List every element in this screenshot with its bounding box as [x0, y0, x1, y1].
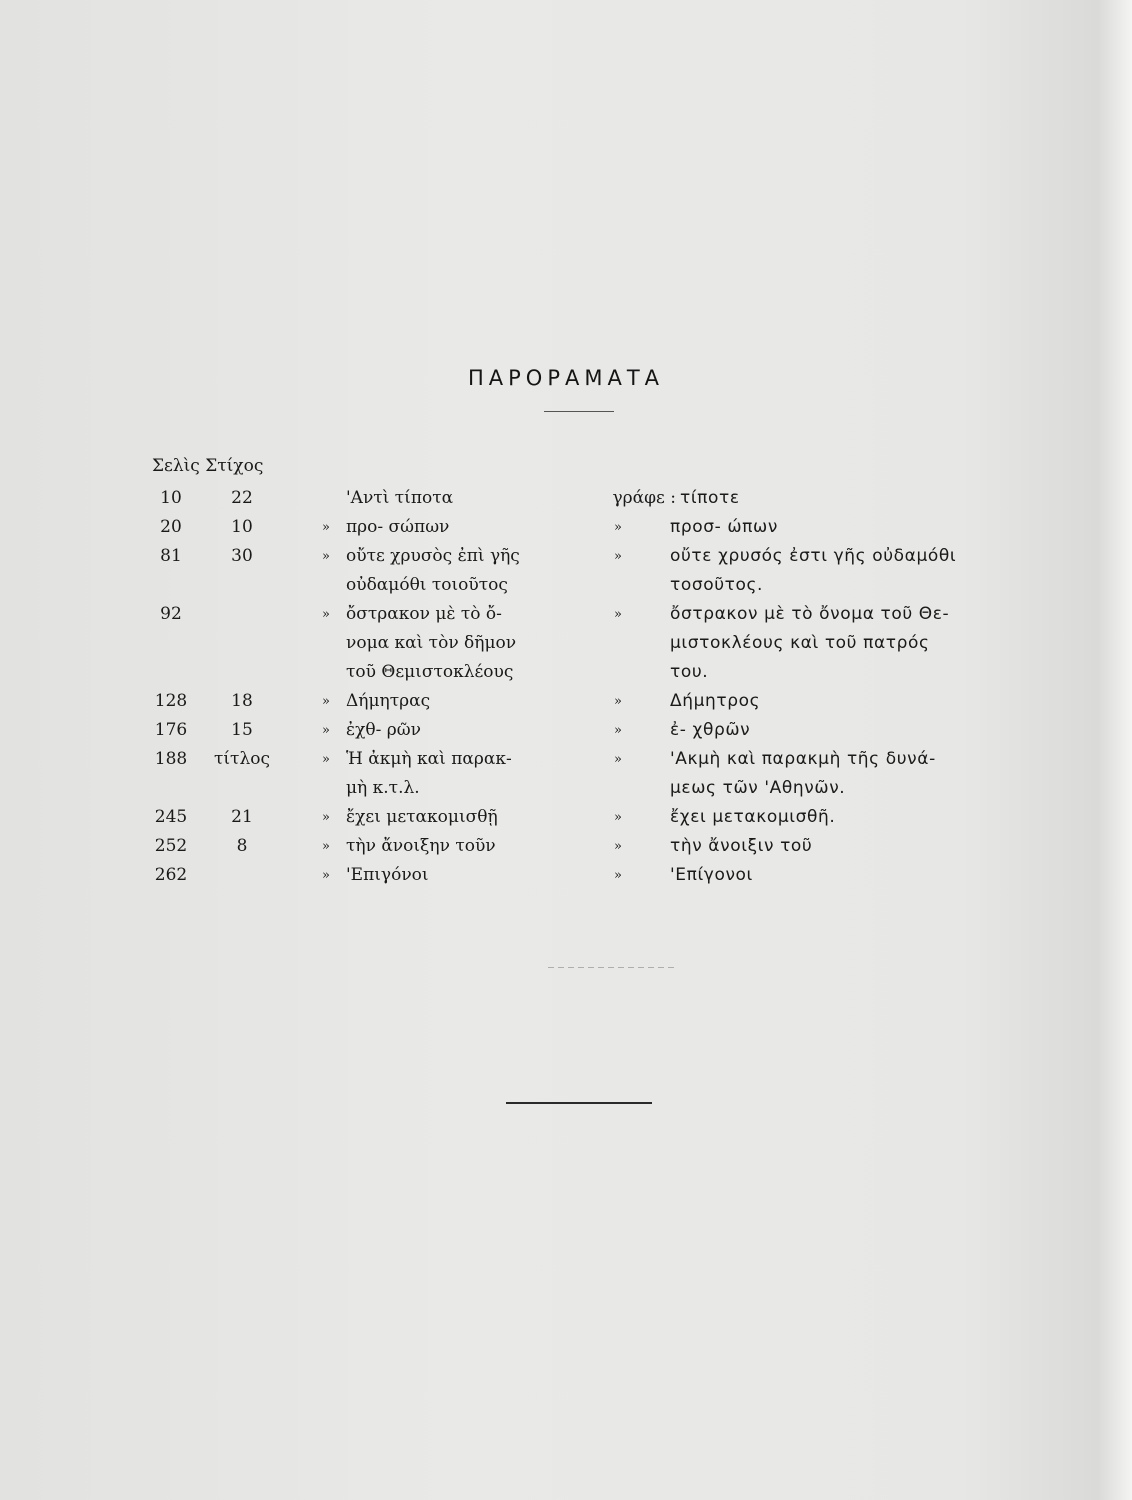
ditto-mark: »	[614, 520, 622, 535]
erroneous-text-line: τοῦ Θεμιστοκλέους	[346, 662, 514, 682]
ditto-mark: »	[322, 839, 330, 854]
erroneous-text-line: Ἡ ἀκμὴ καὶ παρακ-	[346, 749, 512, 769]
ditto-mark: »	[322, 520, 330, 535]
erroneous-text-line: 'Επιγόνοι	[346, 865, 429, 885]
page-number: 81	[160, 546, 182, 566]
errata-row	[140, 832, 1050, 861]
erroneous-text-line: Δήμητρας	[346, 691, 431, 711]
ditto-mark: »	[322, 868, 330, 883]
erroneous-text-line: νομα καὶ τὸν δῆμον	[346, 633, 517, 653]
line-number: 30	[231, 546, 253, 566]
ditto-mark: »	[322, 752, 330, 767]
errata-row	[140, 745, 1050, 803]
ditto-mark: »	[322, 694, 330, 709]
erroneous-text	[346, 803, 568, 832]
corrected-text	[670, 832, 1040, 861]
erroneous-text	[346, 600, 568, 687]
ditto-mark: »	[614, 694, 622, 709]
corrected-text	[670, 542, 1040, 600]
line-number: τίτλος	[213, 749, 270, 769]
page-number: 245	[154, 807, 188, 827]
page-number: 176	[154, 720, 188, 740]
corrected-text-line: μιστοκλέους καὶ τοῦ πατρός	[670, 633, 930, 653]
corrected-text	[670, 600, 1040, 687]
corrected-text-line: ὄστρακον μὲ τὸ ὄνομα τοῦ Θε-	[670, 604, 950, 624]
erroneous-text-line: οὐδαμόθι τοιοῦτος	[346, 575, 508, 595]
erroneous-text	[346, 716, 568, 745]
line-number: 22	[231, 488, 253, 508]
corrected-text-line: ἔχει μετακομισθῆ.	[670, 807, 836, 827]
ditto-mark: »	[322, 607, 330, 622]
corrected-text	[680, 484, 1050, 513]
line-number: 21	[231, 807, 253, 827]
erroneous-text-line: μὴ κ.τ.λ.	[346, 778, 420, 798]
page-number: 252	[154, 836, 188, 856]
ditto-mark: »	[614, 839, 622, 854]
errata-row	[140, 861, 1050, 890]
corrected-text-line: 'Επίγονοι	[670, 865, 753, 885]
corrected-text-line: τίποτε	[680, 488, 740, 508]
corrected-text-line: ἐ- χθρῶν	[670, 720, 751, 740]
ditto-mark: »	[614, 810, 622, 825]
erroneous-text	[346, 542, 568, 600]
corrected-text	[670, 513, 1040, 542]
errata-row	[140, 803, 1050, 832]
ditto-mark: »	[614, 549, 622, 564]
ditto-mark: »	[322, 810, 330, 825]
corrected-text-line: τοσοῦτος.	[670, 575, 764, 595]
page-number: 188	[154, 749, 188, 769]
page-number: 10	[160, 488, 182, 508]
erroneous-text	[346, 513, 568, 542]
line-number: 15	[231, 720, 253, 740]
errata-row	[140, 542, 1050, 600]
corrected-text-line: τὴν ἄνοιξιν τοῦ	[670, 836, 813, 856]
line-number: 18	[231, 691, 253, 711]
erroneous-text	[346, 745, 568, 803]
corrected-text	[670, 745, 1040, 803]
ditto-mark: »	[614, 723, 622, 738]
page-number: 92	[160, 604, 182, 624]
ditto-mark: »	[614, 607, 622, 622]
corrected-text	[670, 716, 1040, 745]
title-divider	[544, 411, 614, 412]
read-label: γράφε :	[612, 488, 676, 508]
line-number: 8	[236, 836, 248, 856]
corrected-text-line: Δήμητρος	[670, 691, 761, 711]
erroneous-text-line: οὔτε χρυσὸς ἐπὶ γῆς	[346, 546, 520, 566]
corrected-text	[670, 803, 1040, 832]
page-number: 20	[160, 517, 182, 537]
corrected-text-line: 'Ακμὴ καὶ παρακμὴ τῆς δυνά-	[670, 749, 936, 769]
corrected-text	[670, 687, 1040, 716]
ditto-mark: »	[614, 752, 622, 767]
corrected-text	[670, 861, 1040, 890]
page-number: 128	[154, 691, 188, 711]
footer-divider	[506, 1102, 652, 1104]
erroneous-text-line: ἐχθ- ρῶν	[346, 720, 421, 740]
errata-row	[140, 513, 1050, 542]
erroneous-text-line: τὴν ἄνοιξην τοῦν	[346, 836, 496, 856]
corrected-text-line: του.	[670, 662, 709, 682]
erroneous-text-line: προ- σώπων	[346, 517, 450, 537]
table-header: Σελὶς Στίχος	[152, 456, 264, 476]
corrected-text-line: προσ- ώπων	[670, 517, 778, 537]
erroneous-text	[346, 484, 568, 513]
erroneous-text-line: ὄστρακον μὲ τὸ ὄ-	[346, 604, 502, 624]
ditto-mark: »	[322, 723, 330, 738]
corrected-text-line: οὔτε χρυσός ἐστι γῆς οὐδαμόθι	[670, 546, 957, 566]
corrected-text-line: μεως τῶν 'Αθηνῶν.	[670, 778, 846, 798]
erroneous-text	[346, 861, 568, 890]
erroneous-text-line: 'Αντὶ τίποτα	[346, 488, 454, 508]
errata-row	[140, 600, 1050, 687]
errata-row	[140, 716, 1050, 745]
errata-row	[140, 687, 1050, 716]
errata-row	[140, 484, 1050, 513]
print-smudge	[548, 967, 678, 968]
erroneous-text	[346, 832, 568, 861]
page-title: ΠΑΡΟΡΑΜΑΤΑ	[467, 366, 665, 390]
ditto-mark: »	[322, 549, 330, 564]
erroneous-text-line: ἔχει μετακομισθῇ	[346, 807, 498, 827]
page-number: 262	[154, 865, 188, 885]
line-number: 10	[231, 517, 253, 537]
erroneous-text	[346, 687, 568, 716]
ditto-mark: »	[614, 868, 622, 883]
